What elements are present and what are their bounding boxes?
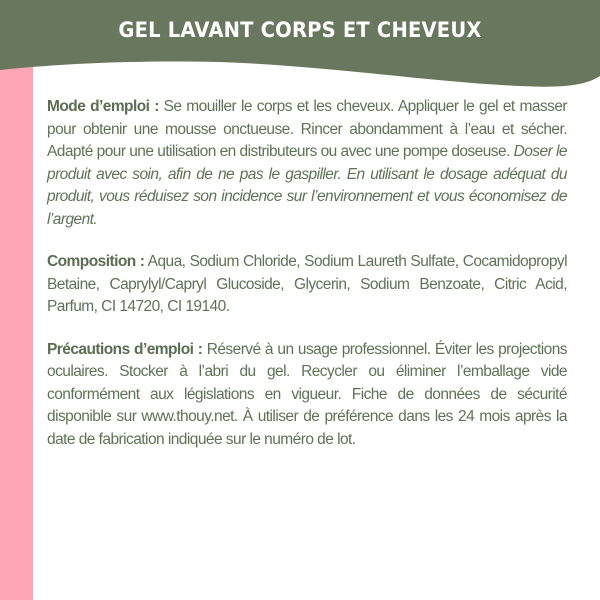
- page-title: GEL LAVANT CORPS ET CHEVEUX: [118, 18, 482, 42]
- pink-accent-strip: [0, 60, 33, 600]
- section-usage: [47, 96, 567, 231]
- section-label: Mode d’emploi :: [47, 98, 159, 115]
- section-text: Se mouiller le corps et les cheveux. Appliquer le gel et masser pour obtenir une mousse onctueuse. Rincer abondamment à l’eau et sécher. Adapté pour une utilisation en distributeurs ou avec une pompe doseuse.: [47, 98, 567, 160]
- section-text: Réservé à un usage professionnel. Éviter les projections oculaires. Stocker à l’abri du gel. Recycler ou éliminer l’emballage vide conformément aux législations en vigueur. Fiche de données de sécurité disponible sur www.thouy.net. À utiliser de préférence dans les 24 mois après la date de fabrication indiquée sur le numéro de lot.: [47, 340, 567, 448]
- section-composition: [47, 251, 567, 319]
- section-precautions: [47, 339, 567, 452]
- label-content: [47, 96, 567, 471]
- header-banner: [0, 0, 600, 92]
- section-italic-text: Doser le produit avec soin, afin de ne pas le gaspiller. En utilisant le dosage adéquat du produit, vous réduisez son incidence sur l’environnement et vous économisez de l’argent.: [47, 143, 567, 228]
- section-text: Aqua, Sodium Chloride, Sodium Laureth Sulfate, Cocamidopropyl Betaine, Caprylyl/Capryl Glucoside, Glycerin, Sodium Benzoate, Citric Acid, Parfum, CI 14720, CI 19140.: [47, 253, 567, 315]
- header-wave-shape: [0, 0, 600, 92]
- section-label: Composition :: [47, 253, 145, 270]
- section-label: Précautions d’emploi :: [47, 340, 203, 358]
